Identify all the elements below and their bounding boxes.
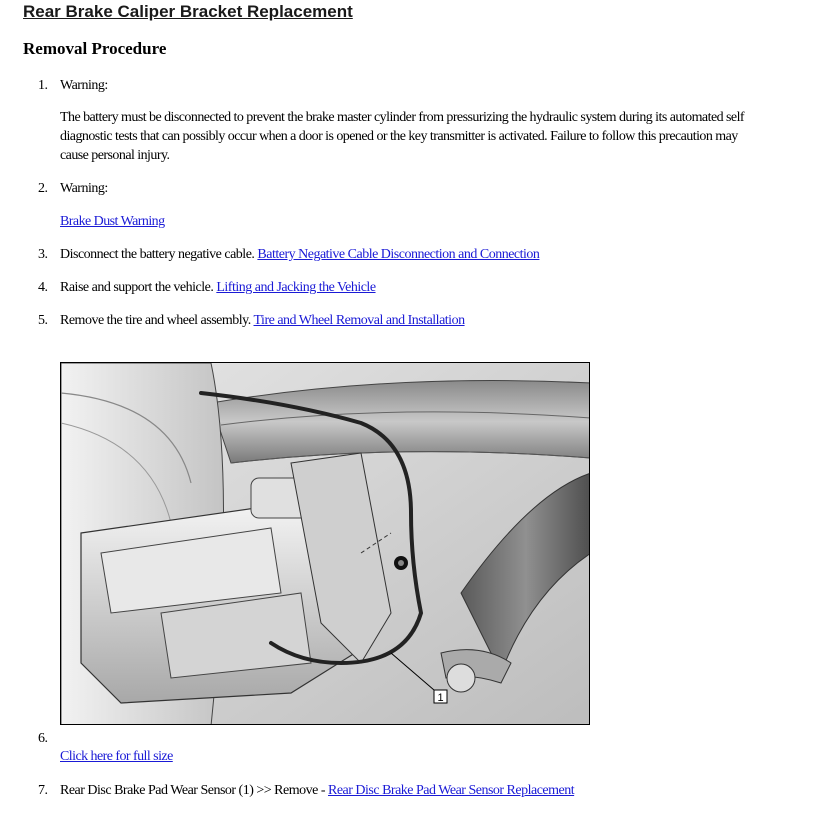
step-number: 2. [38, 181, 48, 196]
step-number: 6. [38, 731, 48, 746]
step-text: Raise and support the vehicle. [60, 280, 214, 295]
step-number: 7. [38, 783, 48, 798]
step-number: 4. [38, 280, 48, 295]
warning-paragraph [60, 108, 810, 165]
section-heading: Removal Procedure [23, 39, 167, 58]
step-body [60, 311, 806, 330]
full-size-link[interactable]: Click here for full size [60, 749, 173, 764]
step-3 [38, 245, 806, 265]
callout-label: 1 [437, 692, 444, 704]
paragraph-line: diagnostic tests that can possibly occur when a door is opened or the key transmitter is activated. Failure to follow this precaution may [60, 129, 738, 144]
step-number: 1. [38, 78, 48, 93]
step-body [60, 781, 806, 800]
step-5 [38, 311, 806, 331]
warning-label: Warning: [60, 181, 108, 196]
brake-dust-warning-link[interactable]: Brake Dust Warning [60, 214, 165, 229]
brake-caliper-illustration[interactable] [60, 362, 590, 725]
step-4 [38, 278, 806, 298]
paragraph-line: The battery must be disconnected to prevent the brake master cylinder from pressurizing the hydraulic system during its automated self [60, 110, 745, 125]
step-text: Rear Disc Brake Pad Wear Sensor (1) >> Remove - [60, 783, 325, 798]
page-title: Rear Brake Caliper Bracket Replacement [23, 2, 353, 21]
lifting-jacking-link[interactable]: Lifting and Jacking the Vehicle [216, 280, 376, 295]
step-text: Remove the tire and wheel assembly. [60, 313, 251, 328]
wear-sensor-replacement-link[interactable]: Rear Disc Brake Pad Wear Sensor Replacement [328, 783, 575, 798]
step-number: 3. [38, 247, 48, 262]
battery-cable-link[interactable]: Battery Negative Cable Disconnection and Connection [257, 247, 540, 262]
warning-label: Warning: [60, 78, 108, 93]
step-6 [38, 729, 806, 749]
step-7 [38, 781, 806, 801]
tire-wheel-link[interactable]: Tire and Wheel Removal and Installation [253, 313, 465, 328]
step-1 [38, 76, 806, 96]
step-number: 5. [38, 313, 48, 328]
full-size-link-row [60, 747, 810, 766]
step-body [60, 278, 806, 297]
step-text: Disconnect the battery negative cable. [60, 247, 255, 262]
step-2 [38, 179, 806, 199]
paragraph-line: cause personal injury. [60, 148, 170, 163]
step-body [60, 245, 806, 264]
warning-link-row [60, 212, 810, 231]
